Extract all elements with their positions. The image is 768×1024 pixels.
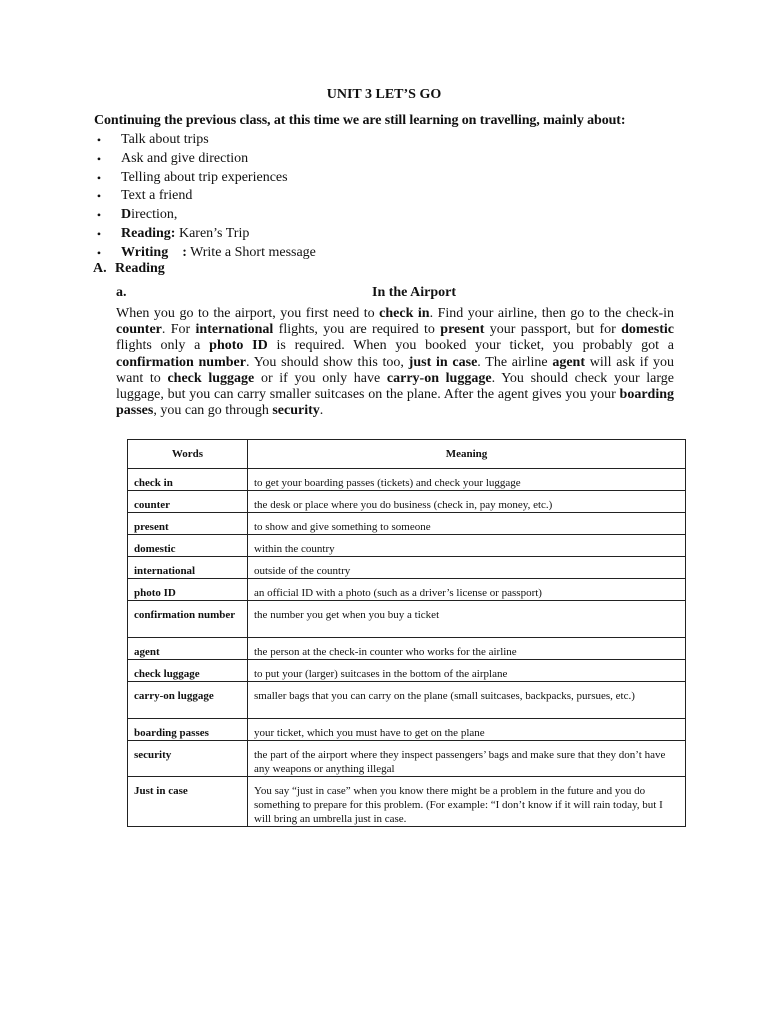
vocab-meaning: outside of the country: [248, 557, 686, 579]
keyword: boarding passes: [116, 387, 674, 419]
vocab-word: check in: [128, 469, 248, 491]
paragraph-text: , you can go through: [153, 403, 273, 419]
bullet-icon: •: [96, 151, 102, 166]
reading-paragraph: [116, 306, 674, 419]
table-row: [128, 557, 686, 579]
vocab-meaning: the number you get when you buy a ticket: [248, 601, 686, 638]
vocab-word: check luggage: [128, 660, 248, 682]
table-header-row: [128, 440, 686, 469]
keyword: security: [272, 403, 320, 419]
vocab-meaning: to put your (larger) suitcases in the bottom of the airplane: [248, 660, 686, 682]
vocab-word: carry-on luggage: [128, 682, 248, 719]
paragraph-text: . The airline: [477, 354, 553, 370]
bullet-icon: •: [96, 133, 102, 147]
vocab-word: international: [128, 557, 248, 579]
topic-text: Write a Short message: [186, 244, 316, 260]
vocab-meaning: smaller bags that you can carry on the plane (small suitcases, backpacks, pursues, etc.): [248, 682, 686, 719]
keyword: domestic: [621, 322, 675, 338]
topic-item: [94, 131, 316, 150]
header-words: Words: [128, 440, 248, 469]
keyword: check in: [379, 306, 430, 321]
table-row: [128, 719, 686, 741]
paragraph-text: . You should show this too,: [245, 354, 409, 370]
topic-item: [94, 187, 316, 206]
topic-text: Text a friend: [121, 188, 193, 204]
keyword: just in case: [408, 354, 478, 370]
vocab-meaning: an official ID with a photo (such as a driver’s license or passport): [248, 579, 686, 601]
vocab-word: counter: [128, 491, 248, 513]
topic-text: irection,: [131, 207, 178, 223]
topic-bold: Writing :: [121, 244, 187, 260]
table-row: [128, 741, 686, 777]
vocab-meaning: You say “just in case” when you know there might be a problem in the future and you do something to prepare for this problem. (For example: “I don’t know if it will rain today, but I will bring an umbrella just in case.: [248, 777, 686, 827]
table-row: [128, 638, 686, 660]
topic-item: [94, 169, 316, 188]
vocab-word: domestic: [128, 535, 248, 557]
bullet-icon: •: [96, 226, 102, 241]
topic-item: [94, 244, 316, 263]
unit-title: UNIT 3 LET’S GO: [326, 87, 442, 102]
keyword: carry-on luggage: [386, 370, 492, 386]
vocab-meaning: within the country: [248, 535, 686, 557]
paragraph-text: . You should check your large luggage, but you can carry smaller suitcases on the plane. After the agent gives you your: [116, 370, 675, 403]
subsection-title: In the Airport: [372, 285, 456, 300]
vocab-word: photo ID: [128, 579, 248, 601]
header-meaning: Meaning: [248, 440, 686, 469]
topic-bold: Reading:: [121, 225, 176, 241]
keyword: counter: [116, 322, 162, 338]
table-row: [128, 491, 686, 513]
bullet-icon: •: [96, 208, 102, 223]
vocab-word: present: [128, 513, 248, 535]
bullet-icon: •: [96, 245, 102, 260]
paragraph-text: When you go to the airport, you first need to: [116, 306, 380, 321]
topic-bold: D: [121, 207, 132, 223]
paragraph-text: your passport, but for: [484, 322, 622, 338]
topic-item: [94, 150, 316, 169]
vocab-meaning: the part of the airport where they inspect passengers’ bags and make sure that they don’t have any weapons or anything illegal: [248, 741, 686, 777]
paragraph-text: flights only a: [116, 338, 210, 354]
vocab-meaning: the desk or place where you do business (check in, pay money, etc.): [248, 491, 686, 513]
table-row: [128, 513, 686, 535]
table-row: [128, 579, 686, 601]
table-row: [128, 469, 686, 491]
topic-text: Talk about trips: [121, 132, 209, 147]
keyword: agent: [552, 354, 585, 370]
table-row: [128, 660, 686, 682]
vocab-meaning: to get your boarding passes (tickets) and check your luggage: [248, 469, 686, 491]
vocab-meaning: to show and give something to someone: [248, 513, 686, 535]
topic-text: Karen’s Trip: [175, 225, 250, 241]
section-label: Reading: [115, 261, 165, 276]
vocab-word: agent: [128, 638, 248, 660]
vocab-word: Just in case: [128, 777, 248, 827]
table-row: [128, 682, 686, 719]
topic-item: [94, 225, 316, 244]
paragraph-text: will ask if you want to: [116, 354, 674, 386]
vocab-word: security: [128, 741, 248, 777]
vocab-word: boarding passes: [128, 719, 248, 741]
vocab-word: confirmation number: [128, 601, 248, 638]
vocabulary-table: [127, 439, 686, 827]
section-number: A.: [93, 261, 107, 276]
table-row: [128, 535, 686, 557]
paragraph-text: .: [319, 403, 324, 419]
paragraph-text: . Find your airline, then go to the check-in: [429, 306, 675, 321]
keyword: check luggage: [167, 370, 255, 386]
topic-text: Telling about trip experiences: [121, 169, 288, 185]
table-row: [128, 777, 686, 827]
topics-list: [94, 131, 316, 263]
section-a-heading: [93, 261, 165, 277]
bullet-icon: •: [96, 170, 102, 185]
keyword: photo ID: [209, 338, 268, 354]
keyword: confirmation number: [116, 354, 246, 370]
topic-text: Ask and give direction: [121, 150, 249, 166]
subsection-number: a.: [116, 285, 127, 300]
paragraph-text: flights, you are required to: [273, 322, 441, 338]
topic-item: [94, 206, 316, 225]
paragraph-text: . For: [161, 322, 196, 338]
intro-text: Continuing the previous class, at this time we are still learning on travelling, mainly about:: [94, 113, 626, 128]
keyword: international: [195, 322, 274, 338]
vocab-meaning: the person at the check-in counter who works for the airline: [248, 638, 686, 660]
vocab-meaning: your ticket, which you must have to get on the plane: [248, 719, 686, 741]
keyword: present: [440, 322, 485, 338]
table-row: [128, 601, 686, 638]
paragraph-text: is required. When you booked your ticket, you probably got a: [267, 338, 675, 354]
bullet-icon: •: [96, 189, 102, 204]
paragraph-text: or if you only have: [254, 370, 387, 386]
